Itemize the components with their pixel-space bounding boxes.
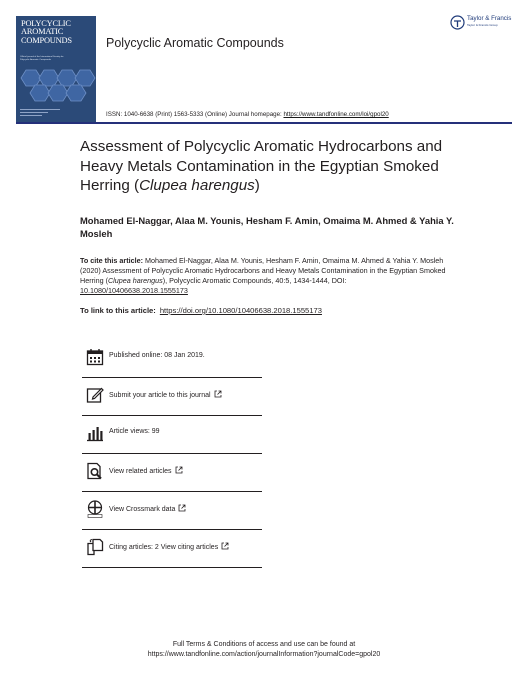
external-link-icon (221, 542, 229, 550)
crossmark-item[interactable] (82, 492, 262, 530)
citing-articles-label: Citing articles: 2 View citing articles (109, 544, 219, 551)
submit-article-item[interactable] (82, 378, 262, 416)
pencil-edit-icon (86, 386, 104, 404)
published-online-text: Published online: 08 Jan 2019. (109, 352, 205, 359)
citation-label: To cite this article: (80, 256, 143, 265)
citation-species: Clupea harengus (107, 275, 163, 285)
published-online-item (82, 340, 262, 378)
header-divider (16, 122, 512, 124)
taylor-francis-logo-icon (450, 15, 465, 30)
footer-terms (0, 640, 528, 659)
citation-text-2: ), Polycyclic Aromatic Compounds, 40:5, 1434-1444, DOI: (162, 275, 347, 285)
related-articles-item[interactable] (82, 454, 262, 492)
title-end: ) (254, 177, 260, 194)
author-list: Mohamed El-Naggar, Alaa M. Younis, Hesham F. Amin, Omaima M. Ahmed & Yahia Y. Mosleh (80, 215, 454, 239)
cover-title: POLYCYCLIC AROMATIC COMPOUNDS (21, 19, 72, 45)
related-search-icon (86, 462, 104, 480)
cover-decorative-lines (20, 107, 60, 116)
issn-line (106, 111, 389, 118)
external-link-icon (175, 466, 183, 474)
title-text: Assessment of Polycyclic Aromatic Hydrocarbons and Heavy Metals Contamination in the Egyptian Smoked Herring ( (80, 138, 443, 194)
citation-block (80, 256, 450, 296)
publisher-subname: Taylor & Francis Group (467, 23, 498, 27)
article-info-list (82, 340, 262, 568)
footer-terms-link[interactable]: https://www.tandfonline.com/action/journalInformation?journalCode=gpol20 (147, 650, 381, 658)
calendar-icon (86, 348, 104, 366)
citing-articles-icon (86, 538, 104, 556)
submit-article-label: Submit your article to this journal (109, 392, 211, 399)
link-label: To link to this article: (80, 306, 156, 315)
citing-articles-item[interactable] (82, 530, 262, 568)
article-views-item (82, 416, 262, 454)
related-articles-link[interactable] (109, 466, 183, 475)
footer-terms-text: Full Terms & Conditions of access and use can be found at (172, 641, 356, 648)
publisher-name: Taylor & Francis (467, 15, 512, 22)
related-articles-label: View related articles (109, 468, 172, 475)
title-species: Clupea harengus (139, 177, 255, 194)
citation-doi-link[interactable]: 10.1080/10406638.2018.1555173 (80, 285, 188, 295)
crossmark-label: View Crossmark data (109, 506, 176, 513)
external-link-icon (214, 390, 222, 398)
issn-text: ISSN: 1040-6638 (Print) 1563-5333 (Online) Journal homepage: (106, 111, 284, 118)
hexagon-pattern-icon (16, 68, 96, 102)
submit-article-link[interactable] (109, 390, 222, 399)
article-title (80, 137, 470, 196)
article-doi-link[interactable]: https://doi.org/10.1080/10406638.2018.1555173 (159, 306, 322, 315)
journal-homepage-link[interactable]: https://www.tandfonline.com/loi/gpol20 (283, 111, 389, 118)
journal-name[interactable]: Polycyclic Aromatic Compounds (106, 36, 284, 50)
bar-chart-icon (86, 424, 104, 442)
journal-cover-image (16, 16, 96, 122)
crossmark-link[interactable] (109, 504, 186, 513)
cover-blurb: Official journal of the International Society for Polycyclic Aromatic Compounds (20, 56, 64, 61)
citing-articles-link[interactable] (109, 542, 229, 551)
crossmark-icon (86, 500, 104, 518)
publisher-logo[interactable] (450, 14, 516, 32)
article-link-line (80, 306, 322, 315)
article-views-text: Article views: 99 (109, 428, 160, 435)
citation-text: Mohamed El-Naggar, Alaa M. Younis, Hesham F. Amin, Omaima M. Ahmed & Yahia Y. Mosleh (2020) Assessment of Polycyclic Aromatic Hydrocarbons and Heavy Metals Contamination in the Egyptian Smoked Herring ( (80, 256, 446, 285)
external-link-icon (178, 504, 186, 512)
